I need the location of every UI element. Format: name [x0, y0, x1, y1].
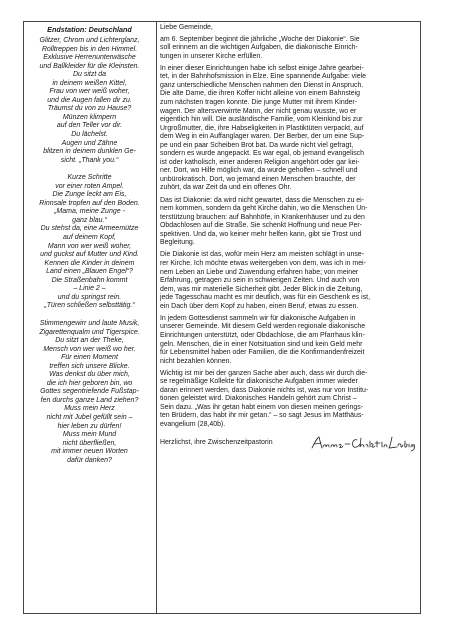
poem-line: sicht. „Thank you.“	[60, 156, 119, 164]
letter-line: spektiven. Und da, wo keiner mehr helfen kann, gibt sie Trost und	[160, 230, 362, 238]
poem-line: Zigarettenqualm und Tigerspice.	[39, 328, 140, 336]
poem-line: auf deinem Kopf,	[63, 234, 116, 242]
poem-line: auf den Teller vor dir.	[56, 122, 123, 130]
letter-line: ganz unterschiedliche Menschen nahmen den Dienst in Anspruch.	[160, 81, 364, 89]
poem-line: Träumst du von zu Hause?	[47, 105, 132, 113]
letter-line: Einrichtungen unterstützt, oder Obdachlose, die am Pfarrhaus klin-	[160, 331, 365, 339]
poem-line: Kennen die Kinder in deinem	[44, 259, 135, 267]
poem-body	[26, 37, 153, 465]
poem-line: Du stehst da, eine Armeemütze	[40, 225, 139, 233]
poem-line: und du springst rein.	[57, 293, 122, 301]
letter-line: In jedem Gottesdienst sammeln wir für diakonische Aufgaben in	[160, 314, 356, 322]
letter-line: soll erinnern an die wichtigen Aufgaben, die diakonische Einrich-	[160, 44, 358, 52]
letter-line: dem, was mir materielle Sicherheit gibt. Jeder Blick in die Zeitung,	[160, 285, 363, 293]
poem-line: Kurze Schritte	[67, 174, 112, 182]
letter-closing-row	[160, 433, 417, 453]
letter-line: unserer Gemeinde. Mit diesem Geld werden regionale diakonische	[160, 323, 366, 331]
poem-line: mit immer neuen Worten	[51, 448, 128, 456]
poem-line: vor einer roten Ampel.	[55, 182, 124, 190]
letter-line: daran erinnert werden, dass Diakonie nichts ist, was nur von Institu-	[160, 386, 369, 394]
poem-line: Frau von wer weiß woher,	[49, 88, 130, 96]
poem-line: Rinnsale tropfen auf den Boden.	[39, 199, 140, 207]
letter-line: tungen in unserer Kirche erfüllen.	[160, 52, 263, 60]
poem-line: die ich hier geboren bin, wo	[46, 379, 133, 387]
letter-line: Obdachlosen auf die Straße. Sie schenkt Hoffnung und neue Per-	[160, 222, 362, 230]
letter-line: In einer dieser Einrichtungen habe ich selbst einige Jahre gearbei-	[160, 64, 364, 72]
letter-line: eigentlich hin will. Die ausländische Familie, vom Kleinkind bis zur	[160, 116, 363, 124]
letter-line: dem Weg in ein Auffanglager waren. Der Berber, der um eine Sup-	[160, 133, 365, 141]
letter-line: se regelmäßige Kollekte für diakonische Aufgaben immer wieder	[160, 378, 358, 386]
letter-line: Das ist Diakonie: da wird nicht gewartet, dass die Menschen zu ei-	[160, 196, 364, 204]
letter-line: nicht bezahlen können.	[160, 357, 232, 365]
poem-line: und die Augen fallen dir zu.	[47, 96, 132, 104]
poem-line: Exklusive Herrenunterwäsche	[43, 54, 136, 62]
poem-line: Mensch von wer weiß wo her.	[43, 345, 136, 353]
letter-line: zum nächsten tragen konnte. Die junge Mutter mit ihrem Kinder-	[160, 98, 358, 106]
letter-paragraph	[160, 251, 417, 311]
poem-line: Du lächelst.	[71, 131, 108, 139]
letter-column	[160, 24, 417, 612]
letter-line: terstützung brauchen: auf Bahnhöfe, in Krankenhäuser und zu den	[160, 213, 365, 221]
letter-line: sondern es wurde angepackt. Es war egal, ob jemand evangelisch	[160, 150, 365, 158]
letter-line: Die Diakonie ist das, wofür mein Herz am meisten schlägt in unse-	[160, 251, 364, 259]
letter-paragraph	[160, 315, 417, 366]
stanza-gap	[26, 311, 153, 320]
letter-line: unbürokratisch. Dort, wo jemand einen Menschen brauchte, der	[160, 175, 356, 183]
letter-paragraph	[160, 197, 417, 248]
letter-line: geln. Menschen, die in einer Notsituation sind und kein Geld mehr	[160, 340, 363, 348]
letter-paragraph	[160, 370, 417, 430]
poem-line: Was denkst du über mich,	[49, 371, 130, 379]
poem-line: hier leben zu dürfen!	[57, 422, 122, 430]
letter-line: zuhört, da war Zeit da und ein offenes Ohr.	[160, 184, 292, 192]
poem-line: und Ballkleider für die Kleinsten.	[39, 62, 140, 70]
letter-line: ner. Dort, wo Hilfe möglich war, da wurde geholfen – schnell und	[160, 167, 358, 175]
letter-line: Wichtig ist mir bei der ganzen Sache aber auch, dass wir durch die-	[160, 369, 368, 377]
letter-line: Sein dazu. „Was ihr getan habt einem von diesen meinen gerings-	[160, 403, 363, 411]
poem-line: „Mama, meine Zunge -	[54, 208, 125, 216]
poem-title: Endstation: Deutschland	[47, 25, 132, 34]
letter-line: am 6. September beginnt die jährliche „Woche der Diakonie“. Sie	[160, 35, 360, 43]
letter-line: jede Tagesschau macht es mir deutlich, was für ein Geschenk es ist,	[160, 294, 371, 302]
stanza-gap	[26, 165, 153, 174]
letter-line: nem kommen, sondern da geht Kirche dahin, wo die Menschen Un-	[160, 205, 368, 213]
poem-line: „Türen schließen selbsttätig.“	[44, 302, 135, 310]
handwritten-signature	[309, 433, 417, 453]
poem-line: Mann von wer weiß woher,	[47, 242, 132, 250]
poem-line: in deinem weißen Kittel,	[52, 79, 127, 87]
poem-line: Die Zunge leckt am Eis,	[52, 191, 127, 199]
letter-line: rer Kirche. Ich möchte etwas weitergeben von dem, was ich in mei-	[160, 260, 366, 267]
letter-line: Urgroßmutter, die, ihre Habseligkeiten in Plastiktüten verpackt, auf	[160, 124, 364, 132]
letter-paragraph	[160, 36, 417, 62]
letter-line: ist oder katholisch, einer anderen Religion angehört oder gar kei-	[160, 158, 360, 166]
poem-column	[23, 21, 157, 614]
letter-paragraph	[160, 65, 417, 193]
letter-line: ten Brüdern, das habt ihr mir getan.“ – so sagt Jesus im Matthäus-	[160, 412, 364, 420]
letter-line: für Lebensmittel haben oder Familien, die die Konfirmandenfreizeit	[160, 349, 365, 357]
letter-line: nem Leben an Liebe und Zuwendung erfahren habe; von meiner	[160, 268, 359, 276]
poem-line: Du sitzt da	[72, 71, 107, 79]
poem-line: nicht überfließen,	[62, 439, 117, 447]
poem-line: – Linie 2 –	[73, 285, 106, 293]
poem-line: Münzen klimpern	[62, 113, 117, 121]
poem-line: Du sitzt an der Theke,	[55, 337, 124, 345]
letter-line: wagen. Der altersverwirrte Mann, der nicht genau wusste, wo er	[160, 107, 357, 115]
poem-line: fen durchs ganze Land ziehen?	[40, 396, 139, 404]
poem-line: Muss mein Mund	[62, 431, 117, 439]
poem-line: Die Straßenbahn kommt	[51, 276, 128, 284]
poem-line: und guckst auf Mutter und Kind.	[40, 251, 139, 259]
poem-line: Gottes segentriefende Fußstap-	[40, 388, 139, 396]
letter-line: tet, in der Bahnhofsmission in Elze. Eine spannende Aufgabe: viele	[160, 73, 366, 81]
poem-line: ganz blau.“	[72, 216, 107, 224]
letter-line: evangelium (28,40b).	[160, 421, 226, 429]
letter-line: Die alte Dame, die ihren Koffer nicht alleine von einem Bahnsteig	[160, 90, 361, 98]
poem-line: treffen sich unsere Blicke.	[49, 362, 130, 370]
letter-greeting: Liebe Gemeinde,	[160, 24, 213, 31]
poem-line: Land einen „Blauen Engel“?	[46, 268, 133, 276]
letter-line: tionen geleistet wird. Diakonisches Handeln gehört zum Christ –	[160, 395, 357, 403]
poem-line: Augen und Zähne	[61, 139, 118, 147]
letter-line: ein Dach über dem Kopf zu haben, einen Beruf, etwas zu essen.	[160, 302, 359, 310]
letter-body	[160, 36, 417, 430]
poem-line: dafür danken?	[67, 456, 112, 464]
letter-line: Begleitung.	[160, 239, 195, 247]
letter-line: Erfahrung, getragen zu sein in schwierigen Zeiten. Und auch von	[160, 277, 360, 285]
poem-line: nicht mit Jubel gefüllt sein –	[46, 413, 133, 421]
letter-line: pe und ein paar Scheiben Brot bat. Da wurde nicht viel gefragt,	[160, 141, 354, 149]
poem-line: Rolltreppen bis in den Himmel.	[41, 45, 138, 53]
poem-line: Muss mein Herz	[64, 405, 115, 413]
letter-closing: Herzlichst, ihre Zwischenzeitpastorin	[160, 438, 273, 446]
poem-line: Glitzer, Chrom und Lichterglanz,	[39, 37, 140, 44]
poem-line: blitzen in deinem dunklen Ge-	[43, 148, 136, 156]
poem-line: Für einen Moment	[61, 354, 118, 362]
poem-line: Stimmengewirr und laute Musik,	[39, 319, 140, 327]
